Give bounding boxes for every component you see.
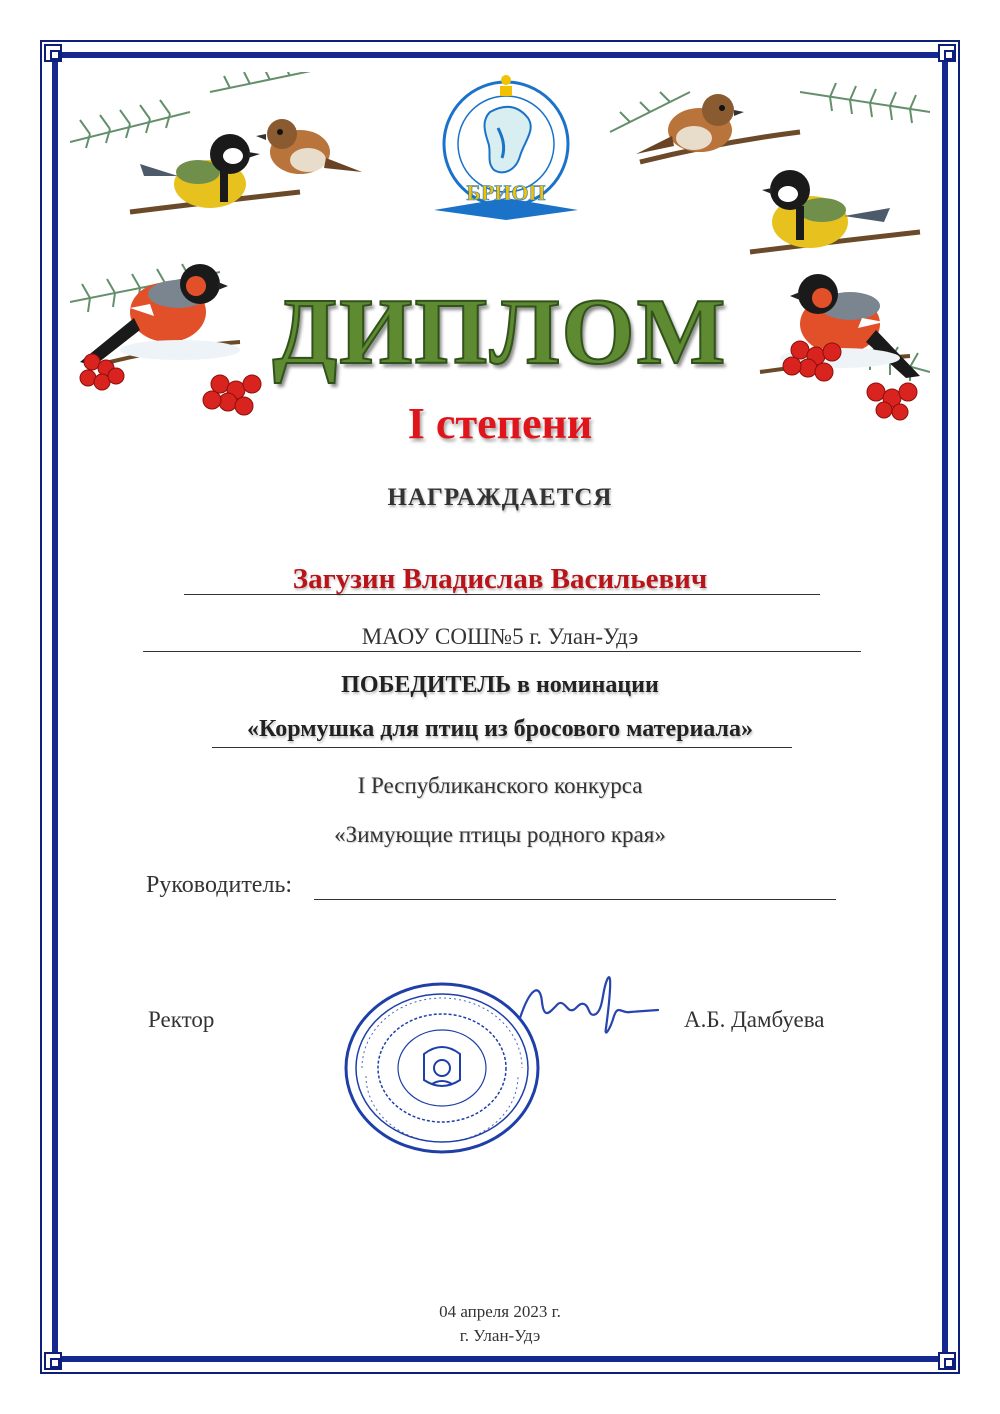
diploma-title: ДИПЛОМ [272, 280, 728, 384]
nomination-title: «Кормушка для птиц из бросового материала» [247, 716, 753, 742]
leader-label: Руководитель: [146, 872, 293, 898]
frame-corner-ornament [44, 1352, 62, 1370]
frame-corner-ornament [938, 1352, 956, 1370]
underline [143, 651, 861, 652]
school-name: МАОУ СОШ№5 г. Улан-Удэ [361, 624, 639, 649]
contest-line-2: «Зимующие птицы родного края» [334, 822, 666, 847]
sparrow-bird [256, 119, 362, 174]
leader-signature-line [314, 899, 836, 900]
issue-city: г. Улан-Удэ [459, 1326, 541, 1345]
diploma-degree: I степени [407, 399, 593, 448]
svg-text:БРИОП: БРИОП [466, 180, 546, 205]
rector-name: А.Б. Дамбуева [684, 1007, 825, 1032]
recipient-name: Загузин Владислав Васильевич [292, 563, 708, 595]
frame-corner-ornament [938, 44, 956, 62]
contest-line-1: I Республиканского конкурса [357, 773, 643, 798]
rector-label: Ректор [148, 1007, 215, 1032]
underline [212, 747, 792, 748]
frame-corner-ornament [44, 44, 62, 62]
briop-institute-logo [428, 72, 578, 222]
awarded-label: НАГРАЖДАЕТСЯ [387, 484, 613, 511]
coat-of-arms-icon [424, 1047, 460, 1086]
rector-signature [512, 968, 662, 1048]
issue-date: 04 апреля 2023 г. [439, 1302, 561, 1321]
underline [184, 594, 820, 595]
winner-line: ПОБЕДИТЕЛЬ в номинации [341, 672, 659, 698]
